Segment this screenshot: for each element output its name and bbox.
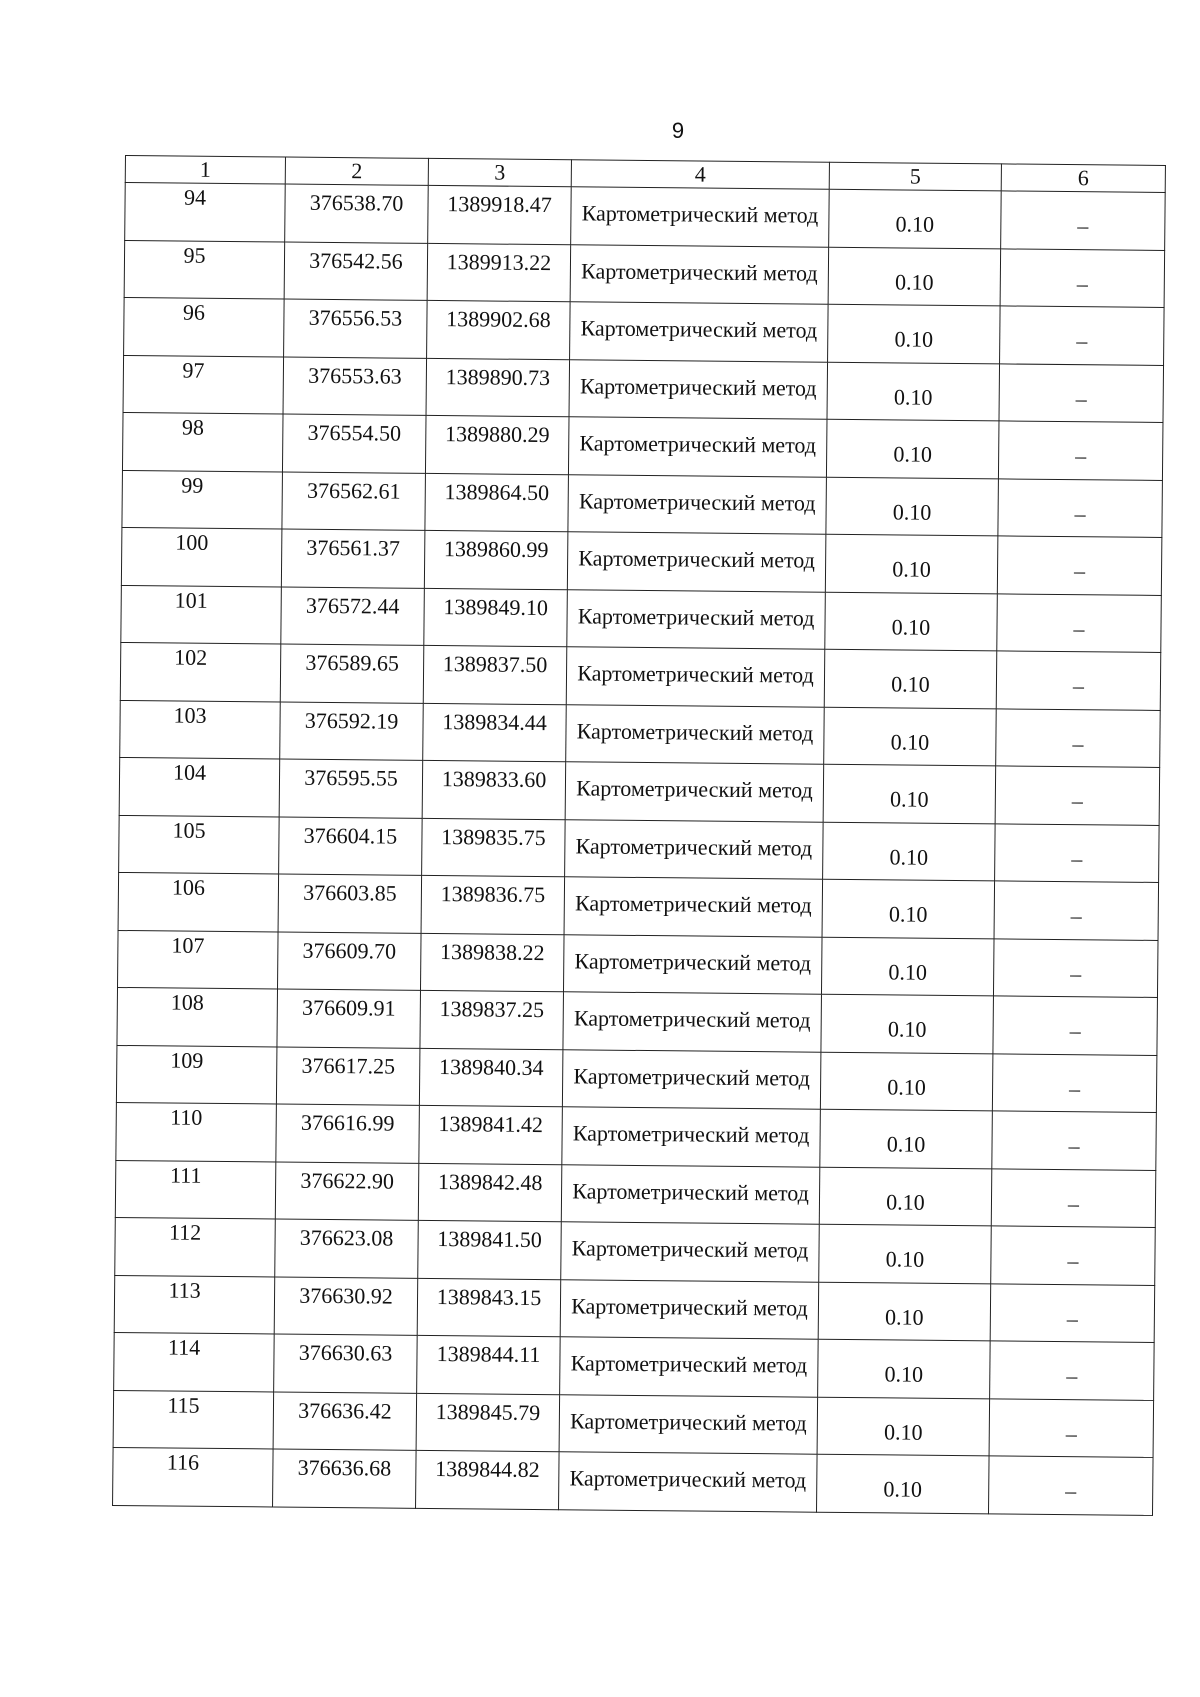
description-cell: –	[1001, 191, 1166, 250]
description-cell: –	[997, 593, 1162, 652]
x-coordinate-cell: 376556.53	[284, 299, 428, 358]
y-coordinate-cell: 1389849.10	[424, 588, 568, 647]
page-number: 9	[671, 118, 685, 143]
table-row	[115, 1217, 1156, 1284]
column-header-2: 2	[285, 157, 428, 185]
y-coordinate-cell: 1389837.50	[423, 645, 567, 704]
description-cell: –	[1000, 306, 1165, 365]
table-row	[118, 872, 1159, 939]
x-coordinate-cell: 376604.15	[279, 817, 423, 876]
accuracy-cell: 0.10	[824, 649, 997, 708]
table-row	[114, 1332, 1155, 1399]
point-number-cell: 96	[124, 297, 285, 356]
table-body	[113, 183, 1166, 1515]
accuracy-cell: 0.10	[826, 419, 999, 478]
accuracy-cell: 0.10	[827, 362, 1000, 421]
method-cell: Картометрический метод	[571, 187, 830, 247]
point-number-cell: 115	[113, 1390, 274, 1449]
table-row	[113, 1447, 1154, 1514]
accuracy-cell: 0.10	[826, 477, 999, 536]
accuracy-cell: 0.10	[818, 1339, 991, 1398]
method-cell: Картометрический метод	[564, 877, 823, 937]
point-number-cell: 98	[122, 412, 283, 471]
y-coordinate-cell: 1389834.44	[423, 703, 567, 762]
accuracy-cell: 0.10	[817, 1454, 990, 1513]
x-coordinate-cell: 376630.92	[274, 1276, 418, 1335]
description-cell: –	[989, 1398, 1154, 1457]
method-cell: Картометрический метод	[561, 1164, 820, 1224]
x-coordinate-cell: 376622.90	[275, 1161, 419, 1220]
y-coordinate-cell: 1389844.82	[416, 1450, 560, 1509]
point-number-cell: 112	[115, 1217, 276, 1276]
description-cell: –	[998, 478, 1163, 537]
table-row	[113, 1390, 1154, 1457]
x-coordinate-cell: 376553.63	[283, 357, 427, 416]
y-coordinate-cell: 1389860.99	[424, 530, 568, 589]
y-coordinate-cell: 1389880.29	[425, 415, 569, 474]
x-coordinate-cell: 376561.37	[281, 529, 425, 588]
x-coordinate-cell: 376623.08	[275, 1219, 419, 1278]
accuracy-cell: 0.10	[825, 592, 998, 651]
y-coordinate-cell: 1389843.15	[417, 1278, 561, 1337]
x-coordinate-cell: 376630.63	[274, 1334, 418, 1393]
y-coordinate-cell: 1389864.50	[425, 473, 569, 532]
accuracy-cell: 0.10	[821, 937, 994, 996]
accuracy-cell: 0.10	[828, 304, 1001, 363]
point-number-cell: 116	[113, 1447, 274, 1506]
point-number-cell: 113	[114, 1275, 275, 1334]
point-number-cell: 103	[120, 700, 281, 759]
accuracy-cell: 0.10	[819, 1224, 992, 1283]
accuracy-cell: 0.10	[817, 1397, 990, 1456]
method-cell: Картометрический метод	[559, 1452, 818, 1512]
x-coordinate-cell: 376636.42	[273, 1391, 417, 1450]
method-cell: Картометрический метод	[566, 704, 825, 764]
method-cell: Картометрический метод	[560, 1337, 819, 1397]
table-row	[125, 183, 1166, 250]
description-cell: –	[990, 1283, 1155, 1342]
x-coordinate-cell: 376542.56	[284, 242, 428, 301]
accuracy-cell: 0.10	[825, 534, 998, 593]
point-number-cell: 106	[118, 872, 279, 931]
table-row	[116, 1102, 1157, 1169]
table-row	[121, 527, 1162, 594]
point-number-cell: 108	[117, 987, 278, 1046]
method-cell: Картометрический метод	[569, 359, 828, 419]
table-row	[123, 355, 1164, 422]
table-row	[122, 470, 1163, 537]
method-cell: Картометрический метод	[563, 992, 822, 1052]
y-coordinate-cell: 1389902.68	[427, 300, 571, 359]
accuracy-cell: 0.10	[820, 1052, 993, 1111]
x-coordinate-cell: 376554.50	[282, 414, 426, 473]
accuracy-cell: 0.10	[818, 1282, 991, 1341]
method-cell: Картометрический метод	[561, 1222, 820, 1282]
accuracy-cell: 0.10	[819, 1167, 992, 1226]
table-row	[119, 757, 1160, 824]
description-cell: –	[994, 881, 1159, 940]
y-coordinate-cell: 1389844.11	[417, 1335, 561, 1394]
description-cell: –	[992, 1053, 1157, 1112]
description-cell: –	[993, 938, 1158, 997]
method-cell: Картометрический метод	[565, 762, 824, 822]
table-row	[115, 1160, 1156, 1227]
y-coordinate-cell: 1389841.50	[418, 1220, 562, 1279]
description-cell: –	[1000, 248, 1165, 307]
description-cell: –	[989, 1456, 1154, 1515]
point-number-cell: 102	[120, 642, 281, 701]
x-coordinate-cell: 376595.55	[279, 759, 423, 818]
table-row	[118, 930, 1159, 997]
description-cell: –	[995, 766, 1160, 825]
y-coordinate-cell: 1389841.42	[419, 1105, 563, 1164]
description-cell: –	[990, 1341, 1155, 1400]
description-cell: –	[991, 1226, 1156, 1285]
description-cell: –	[996, 708, 1161, 767]
column-header-4: 4	[571, 160, 829, 189]
y-coordinate-cell: 1389838.22	[420, 933, 564, 992]
accuracy-cell: 0.10	[823, 822, 996, 881]
method-cell: Картометрический метод	[568, 417, 827, 477]
description-cell: –	[998, 421, 1163, 480]
point-number-cell: 105	[119, 815, 280, 874]
table-row	[117, 987, 1158, 1054]
table-row	[121, 585, 1162, 652]
table-row	[124, 240, 1165, 307]
y-coordinate-cell: 1389840.34	[419, 1048, 563, 1107]
description-cell: –	[993, 996, 1158, 1055]
coordinates-table-wrapper	[112, 155, 1165, 1515]
accuracy-cell: 0.10	[829, 189, 1002, 248]
x-coordinate-cell: 376572.44	[281, 587, 425, 646]
method-cell: Картометрический метод	[566, 647, 825, 707]
table-row	[120, 642, 1161, 709]
description-cell: –	[995, 823, 1160, 882]
point-number-cell: 100	[121, 527, 282, 586]
accuracy-cell: 0.10	[824, 707, 997, 766]
point-number-cell: 95	[124, 240, 285, 299]
x-coordinate-cell: 376562.61	[282, 472, 426, 531]
y-coordinate-cell: 1389890.73	[426, 358, 570, 417]
point-number-cell: 99	[122, 470, 283, 529]
description-cell: –	[992, 1111, 1157, 1170]
point-number-cell: 114	[114, 1332, 275, 1391]
method-cell: Картометрический метод	[560, 1279, 819, 1339]
x-coordinate-cell: 376616.99	[276, 1104, 420, 1163]
accuracy-cell: 0.10	[821, 994, 994, 1053]
accuracy-cell: 0.10	[823, 764, 996, 823]
column-header-1: 1	[125, 156, 285, 185]
point-number-cell: 111	[115, 1160, 276, 1219]
table-row	[122, 412, 1163, 479]
y-coordinate-cell: 1389837.25	[420, 990, 564, 1049]
coordinates-table	[112, 155, 1166, 1515]
y-coordinate-cell: 1389833.60	[422, 760, 566, 819]
point-number-cell: 94	[125, 183, 286, 242]
method-cell: Картометрический метод	[562, 1107, 821, 1167]
column-header-5: 5	[829, 162, 1001, 191]
method-cell: Картометрический метод	[567, 589, 826, 649]
point-number-cell: 107	[118, 930, 279, 989]
table-row	[119, 815, 1160, 882]
method-cell: Картометрический метод	[567, 532, 826, 592]
x-coordinate-cell: 376617.25	[276, 1046, 420, 1105]
column-header-3: 3	[428, 158, 571, 186]
y-coordinate-cell: 1389836.75	[421, 875, 565, 934]
y-coordinate-cell: 1389918.47	[428, 185, 572, 244]
method-cell: Картометрический метод	[570, 244, 829, 304]
point-number-cell: 110	[116, 1102, 277, 1161]
method-cell: Картометрический метод	[568, 474, 827, 534]
x-coordinate-cell: 376589.65	[280, 644, 424, 703]
description-cell: –	[997, 536, 1162, 595]
table-row	[124, 297, 1165, 364]
table-row	[114, 1275, 1155, 1342]
description-cell: –	[991, 1168, 1156, 1227]
table-row	[120, 700, 1161, 767]
description-cell: –	[996, 651, 1161, 710]
column-header-6: 6	[1001, 164, 1165, 193]
x-coordinate-cell: 376609.91	[277, 989, 421, 1048]
point-number-cell: 109	[116, 1045, 277, 1104]
method-cell: Картометрический метод	[563, 934, 822, 994]
point-number-cell: 104	[119, 757, 280, 816]
x-coordinate-cell: 376603.85	[278, 874, 422, 933]
x-coordinate-cell: 376636.68	[273, 1449, 417, 1508]
accuracy-cell: 0.10	[828, 247, 1001, 306]
y-coordinate-cell: 1389835.75	[422, 818, 566, 877]
y-coordinate-cell: 1389913.22	[427, 243, 571, 302]
table-row	[116, 1045, 1157, 1112]
x-coordinate-cell: 376538.70	[285, 184, 429, 243]
accuracy-cell: 0.10	[820, 1109, 993, 1168]
accuracy-cell: 0.10	[822, 879, 995, 938]
y-coordinate-cell: 1389845.79	[416, 1393, 560, 1452]
x-coordinate-cell: 376609.70	[278, 932, 422, 991]
x-coordinate-cell: 376592.19	[280, 702, 424, 761]
description-cell: –	[999, 363, 1164, 422]
method-cell: Картометрический метод	[565, 819, 824, 879]
point-number-cell: 101	[121, 585, 282, 644]
method-cell: Картометрический метод	[570, 302, 829, 362]
point-number-cell: 97	[123, 355, 284, 414]
method-cell: Картометрический метод	[562, 1049, 821, 1109]
method-cell: Картометрический метод	[559, 1394, 818, 1454]
y-coordinate-cell: 1389842.48	[418, 1163, 562, 1222]
